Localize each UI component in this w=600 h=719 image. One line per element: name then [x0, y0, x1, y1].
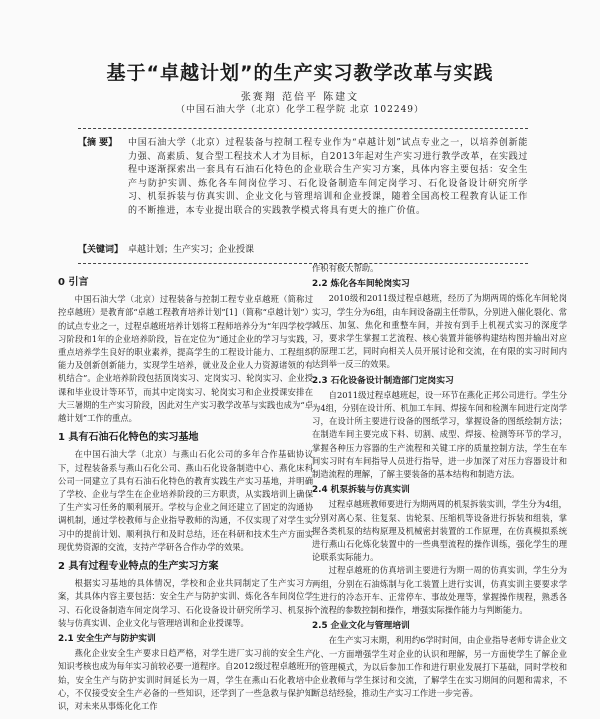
section-2-4-paragraph-2: 过程卓越班的仿真培训主要进行为期一周的仿真实训，学生分为两组，分别在石油炼制与化工装置上进行实训，仿真实训主要要求学生进行的冷态开车、正常停车、事故处理等，掌握操作规程，熟悉各个流程的参数控制和操作，增强实际操作能力与判断能力。	[312, 565, 567, 616]
section-0-paragraph: 中国石油大学（北京）过程装备与控制工程专业卓越班（简称过控卓越班）是教育部“卓越工程教育培养计划”[1]（简称“卓越计划”）的试点专业之一，过程卓越班培养计划将工程师培养分为“年四学校学习阶段和1年的企业培养阶段，旨在定位为“通过企业的学习与实践，重点培养学生良好的职业素养，提高学生的工程设计能力、工程组织能力及创新创新能力，实现学生培养，就业及企业人力资源诸领的有机结合”。企业培养阶段包括顶岗实习、定岗实习、轮岗实习、企业授课和毕业设计等环节，而其中定岗实习、轮岗实习和企业授课安排在大三暑期的生产实习阶段，因此对生产实习教学改革与实践也成为“卓越计划”工作的重点。	[58, 294, 313, 424]
abstract-box	[78, 128, 528, 264]
left-column	[58, 270, 313, 713]
section-2-5-paragraph: 在生产实习末期，利用约6学时时间，由企业指导老师专讲企业文化、一方面增强学生对企业的认识和理解，另一方面使学生了解企业的管理模式，为以后参加工作和进行职业发展打下基础，同时学校和企业教师与学生探讨和交流，了解学生在实习期间的问题和需求，不断总结经验，推动生产实习工作进一步完善。	[312, 635, 567, 699]
abstract-text: 中国石油大学（北京）过程装备与控制工程专业作为“卓越计划”试点专业之一，以培养创新能力强、高素质、复合型工程技术人才为目标，自2013年起对生产实习进行教学改革，在实践过程中逐渐探索出一套具有石油石化特色的企业联合生产实习方案，具体内容主要包括：安全生产与防护实训、炼化各车间岗位学习、石化设备制造车间定岗学习、石化设备设计研究所学习、机泵拆装与仿真实训、企业文化与管理培训和企业授课，随着全国高校工程教育认证工作的不断推进，本专业提出联合的实践教学模式将具有更大的推广价值。	[128, 138, 528, 216]
section-1-title: 1 具有石油石化特色的实习基地	[58, 432, 199, 444]
section-2-4-paragraph-1: 过程卓越班教师要进行为期两周的机泵拆装实训，学生分为4组，分别对离心泵、往复泵、齿轮泵、压缩机等设备进行拆装和组装，掌握各类机泵的结构原理及机械密封装置的工作原理，在仿真模拟系统进行燕山石化炼化装置中的一些典型流程的操作训练，强化学生的理论联系实际能力。	[312, 499, 567, 563]
section-2-1-title: 2.1 安全生产与防护实训	[58, 634, 156, 645]
section-2-2-paragraph: 2010级和2011级过程卓越班，经历了为期两周的炼化车间轮岗实习，学生分为6组，由车间设备副主任带队，分别进入催化裂化、常减压、加氢、焦化和重整车间，并按有到手上机视式实习的深度学习，要求学生掌握工艺流程、核心装置并能够构建结构图并输出对应的原理工艺，同时向相关人员开展讨论和交流，在有限的实习时间内达到举一反三的效果。	[312, 293, 567, 370]
section-2-title: 2 具有过程专业特点的生产实习方案	[58, 561, 219, 573]
paper-affiliation: （中国石油大学（北京）化学工程学院 北京 102249）	[175, 105, 425, 115]
section-2-paragraph: 根据实习基地的具体情况，学校和企业共同制定了生产实习方案，其具体内容主要包括：安全生产与防护实训、炼化各车间岗位学习、石化设备制造车间定岗学习、石化设备设计研究所学习、机泵拆装与仿真实训、企业文化与管理培训和企业授课等。	[58, 578, 313, 628]
keywords-row	[78, 244, 254, 258]
section-2-5-title: 2.5 企业文化与管理培训	[312, 621, 410, 632]
section-1-paragraph: 在中国石油大学（北京）与燕山石化公司的多年合作基础协议下，过程装备系与燕山石化公司、燕山石化设备制造中心、燕化床科公司一同建立了具有石油石化特色的教育实践生产实习基地，并明确了学校、企业与学生在企业培养阶段的三方职责，从实践培训上确保了生产实习任务的顺利展开。学校与企业之间还建立了固定的沟通协调机制，通过学校教师与企业指导教师的沟通，不仅实现了对学生实习中的提前计划、顺利执行和及时总结，还在科研和技术生产方面实现优势资源的交流，支持产学研各合作办学的效果。	[58, 449, 313, 552]
paper-title: 基于“卓越计划”的生产实习教学改革与实践	[106, 62, 494, 84]
section-0-title: 0 引言	[58, 277, 89, 288]
section-2-2-title: 2.2 炼化各车间轮岗实习	[312, 279, 410, 290]
keywords-text: 卓越计划；生产实习；企业授课	[128, 245, 255, 255]
continued-text: 作积有极大帮助。	[312, 263, 379, 273]
section-2-3-title: 2.3 石化设备设计制造部门定岗实习	[312, 375, 454, 386]
abstract-label: 【摘 要】	[78, 138, 118, 148]
section-2-4-title: 2.4 机泵拆装与仿真实训	[312, 485, 410, 496]
section-2-3-paragraph: 自2011级过程卓越班起，设一环节在燕化正邦公司进行。学生分为4组，分别在设计所、机加工车间、焊接车间和检测车间进行定岗学习，在设计所主要进行设备的图纸学习，掌握设备的图纸绘制方法；在制造车间主要完成下料、切割、成型、焊接、检测等环节的学习，掌握各种压力容器的生产流程和关键工序的质量控制方法，学生在车间实习时有车间指导人员进行指导，进一步加深了对压力容器设计和制造流程的理解，了解主要装备的基本结构和制造方法。	[312, 389, 567, 480]
keywords-label: 【关键词】	[78, 245, 124, 255]
abstract-row	[78, 129, 528, 219]
section-2-1-paragraph: 燕化企业安全生产要求日趋严格，对学生进厂实习前的安全生产知识考核也成为每年实习前较必要一道程序。自2012级过程卓越班开始，安全生产与防护实训时间延长为一周，学生在燕山石化教培中心，不仅接受安全生产必备的一些知识，还学到了一些急救与保护知识，对未来从事炼化化工作	[58, 648, 313, 712]
right-column	[312, 262, 567, 701]
paper-authors: 张赛翔 范倍平 陈建文	[240, 92, 360, 103]
